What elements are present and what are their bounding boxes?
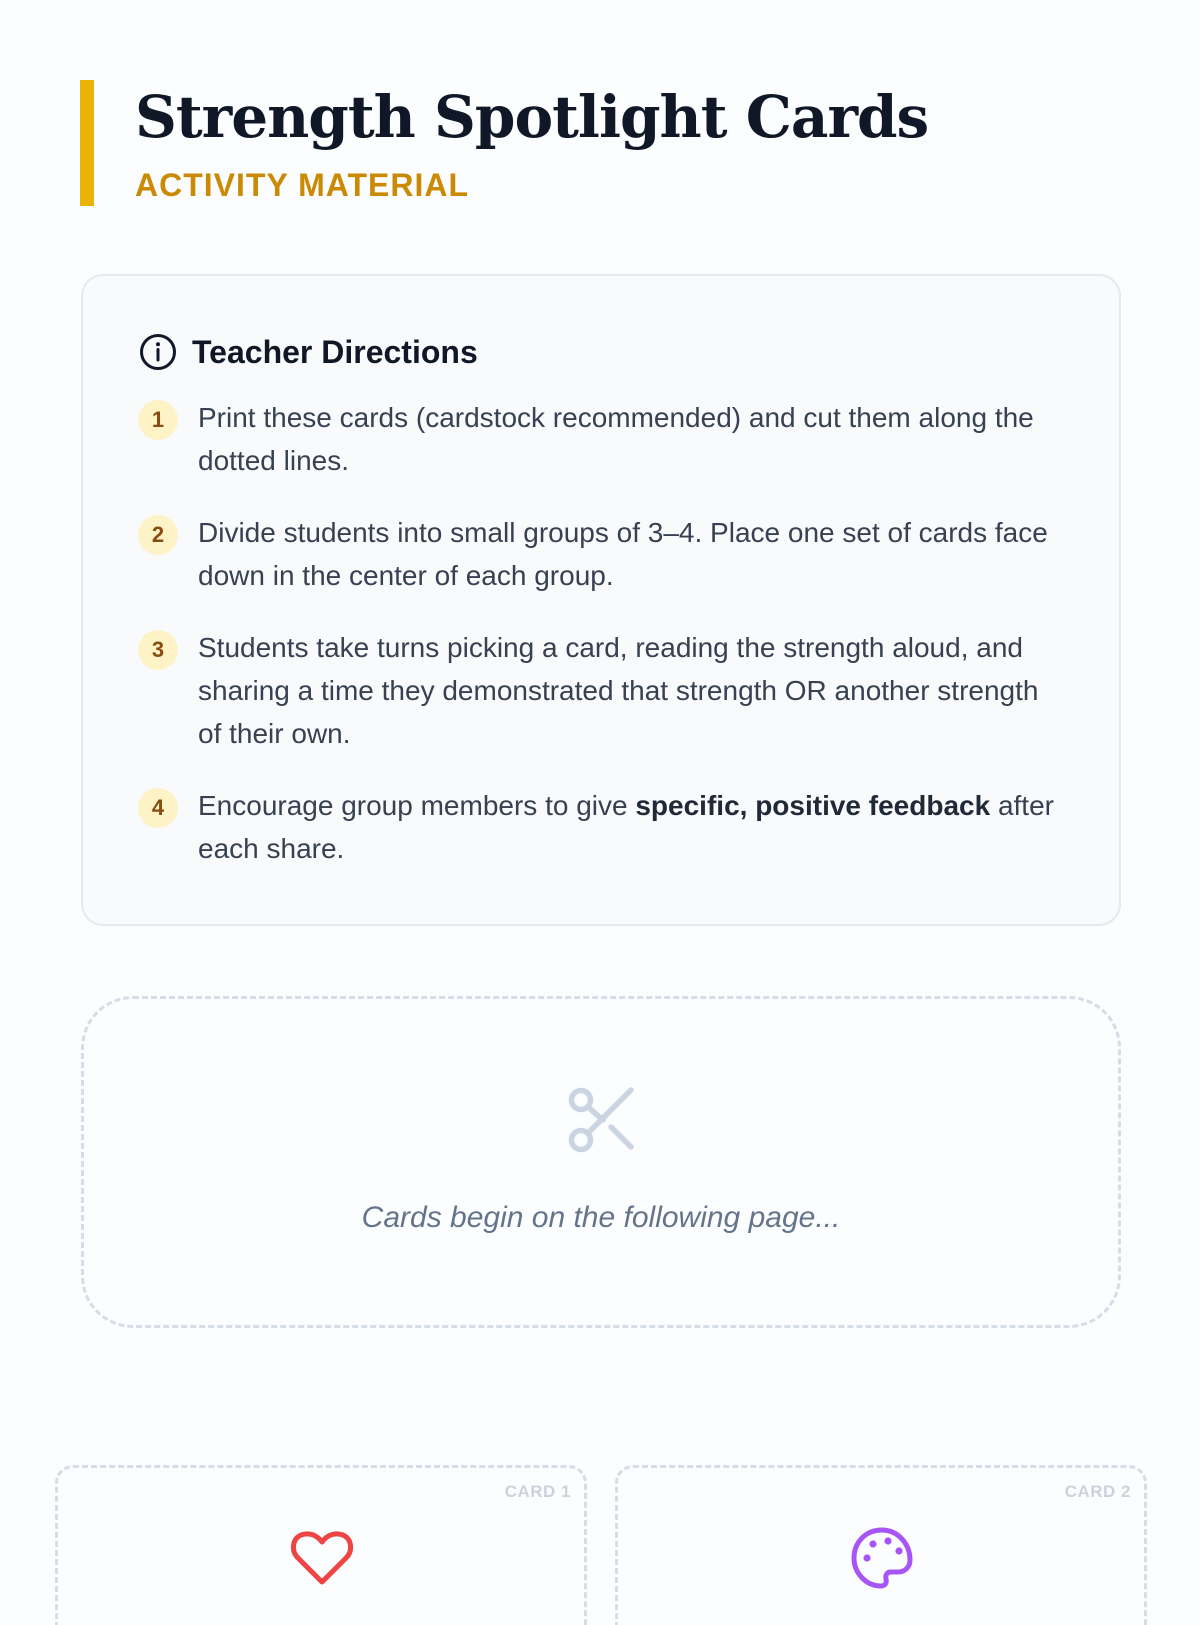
cut-notice-box	[81, 996, 1121, 1328]
heart-icon	[288, 1524, 356, 1592]
step-text: Students take turns picking a card, reading the strength aloud, and sharing a time they demonstrated that strength OR another strength of their own.	[198, 632, 1039, 749]
info-icon	[138, 332, 178, 372]
step-text: Print these cards (cardstock recommended) and cut them along the dotted lines.	[198, 402, 1034, 476]
page-subtitle: ACTIVITY MATERIAL	[135, 167, 470, 203]
scissors-icon	[567, 1085, 639, 1157]
strength-card[interactable]	[55, 1465, 587, 1625]
step-number-badge: 2	[138, 515, 178, 555]
step-text	[198, 784, 1063, 870]
palette-icon	[848, 1524, 916, 1592]
cut-notice-text: Cards begin on the following page...	[361, 1201, 841, 1234]
step-text-before: Encourage group members to give	[198, 790, 636, 821]
step-number-badge: 1	[138, 400, 178, 440]
directions-heading	[138, 331, 478, 373]
strength-card[interactable]	[615, 1465, 1147, 1625]
step-number-badge: 4	[138, 788, 178, 828]
accent-bar	[80, 80, 94, 206]
page-title: Strength Spotlight Cards	[135, 83, 929, 151]
card-label: CARD 1	[504, 1482, 571, 1501]
step-number-badge: 3	[138, 630, 178, 670]
card-label: CARD 2	[1064, 1482, 1131, 1501]
page-header	[80, 80, 1120, 206]
step-text-after: after each share.	[198, 790, 1054, 864]
step-text: Divide students into small groups of 3–4. Place one set of cards face down in the center of each group.	[198, 517, 1048, 591]
directions-title: Teacher Directions	[192, 333, 478, 370]
step-text-emphasis: specific, positive feedback	[635, 790, 991, 821]
teacher-directions-panel	[81, 274, 1121, 926]
